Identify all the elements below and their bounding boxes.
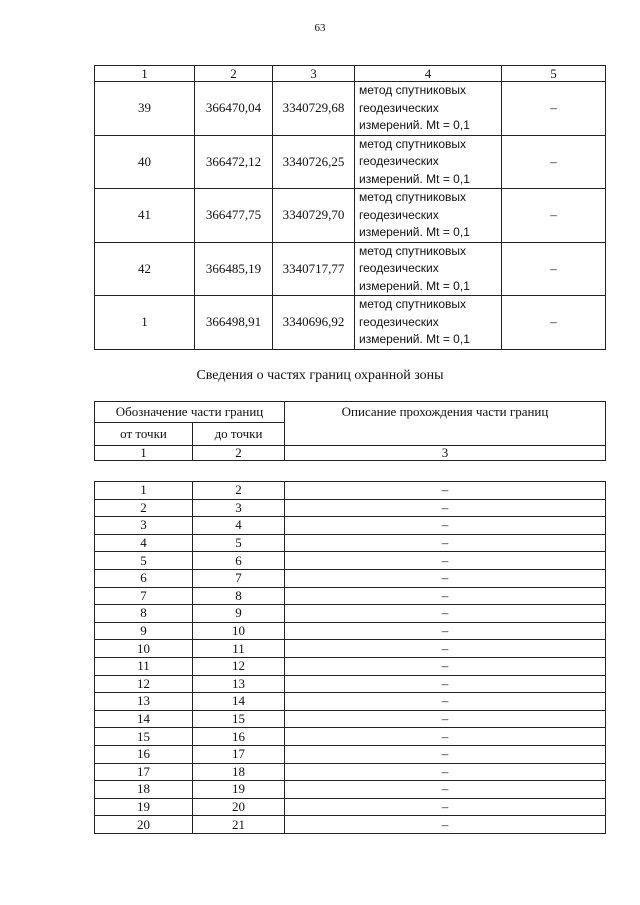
to-point-cell: 8	[193, 587, 285, 605]
description-cell: –	[285, 534, 606, 552]
y-coordinate-cell: 3340726,25	[273, 135, 355, 189]
method-cell	[355, 242, 502, 296]
page-number: 63	[314, 22, 326, 34]
parts-column-numbers-row	[95, 446, 606, 461]
method-cell	[355, 189, 502, 243]
description-cell: –	[285, 657, 606, 675]
table-row	[95, 693, 606, 711]
from-point-cell: 17	[95, 763, 193, 781]
parts-spacer-row	[95, 461, 606, 482]
column-number-4: 4	[355, 66, 502, 82]
x-coordinate-cell: 366498,91	[195, 296, 273, 350]
description-cell: –	[285, 482, 606, 500]
description-cell: –	[285, 816, 606, 834]
description-cell: –	[285, 622, 606, 640]
y-coordinate-cell: 3340717,77	[273, 242, 355, 296]
to-point-cell: 5	[193, 534, 285, 552]
description-cell: –	[285, 675, 606, 693]
table-row	[95, 798, 606, 816]
to-point-cell: 14	[193, 693, 285, 711]
description-cell: –	[285, 798, 606, 816]
table-row	[95, 552, 606, 570]
table-row	[95, 534, 606, 552]
column-number-3: 3	[285, 446, 606, 461]
description-cell: –	[285, 605, 606, 623]
parts-header-row	[95, 402, 606, 423]
description-cell: –	[285, 587, 606, 605]
description-cell: –	[285, 710, 606, 728]
header-boundary-part: Обозначение части границ	[95, 402, 285, 423]
from-point-cell: 4	[95, 534, 193, 552]
method-line: измерений. Mt = 0,1	[359, 278, 470, 293]
description-cell: –	[285, 728, 606, 746]
from-point-cell: 16	[95, 745, 193, 763]
from-point-cell: 1	[95, 482, 193, 500]
table-row	[95, 710, 606, 728]
coordinates-row	[95, 135, 606, 189]
to-point-cell: 3	[193, 499, 285, 517]
table-row	[95, 622, 606, 640]
method-cell	[355, 135, 502, 189]
x-coordinate-cell: 366485,19	[195, 242, 273, 296]
description-cell: –	[285, 781, 606, 799]
to-point-cell: 4	[193, 517, 285, 535]
table-row	[95, 605, 606, 623]
coordinates-row	[95, 82, 606, 136]
method-line: геодезических	[359, 261, 439, 275]
table-row	[95, 499, 606, 517]
description-cell: –	[285, 517, 606, 535]
from-point-cell: 19	[95, 798, 193, 816]
from-point-cell: 15	[95, 728, 193, 746]
from-point-cell: 18	[95, 781, 193, 799]
method-line: метод спутниковых	[359, 136, 467, 151]
to-point-cell: 18	[193, 763, 285, 781]
from-point-cell: 12	[95, 675, 193, 693]
note-cell: –	[502, 189, 606, 243]
from-point-cell: 5	[95, 552, 193, 570]
description-cell: –	[285, 552, 606, 570]
table-row	[95, 657, 606, 675]
method-line: геодезических	[359, 314, 439, 329]
column-number-5: 5	[502, 66, 606, 82]
to-point-cell: 12	[193, 657, 285, 675]
method-line: измерений. Mt = 0,1	[359, 332, 470, 346]
header-to-point: до точки	[193, 423, 285, 446]
column-number-2: 2	[195, 66, 273, 82]
to-point-cell: 2	[193, 482, 285, 500]
to-point-cell: 11	[193, 640, 285, 658]
table-row	[95, 763, 606, 781]
to-point-cell: 16	[193, 728, 285, 746]
method-line: измерений. Mt = 0,1	[359, 225, 470, 239]
header-from-point: от точки	[95, 423, 193, 446]
section-title: Сведения о частях границ охранной зоны	[196, 368, 444, 383]
method-line: метод спутниковых	[359, 297, 467, 311]
spacer-cell	[95, 461, 606, 482]
point-number-cell: 41	[95, 189, 195, 243]
description-cell: –	[285, 745, 606, 763]
to-point-cell: 19	[193, 781, 285, 799]
method-line: метод спутниковых	[359, 83, 467, 97]
x-coordinate-cell: 366472,12	[195, 135, 273, 189]
description-cell: –	[285, 569, 606, 587]
table-row	[95, 517, 606, 535]
from-point-cell: 3	[95, 517, 193, 535]
to-point-cell: 6	[193, 552, 285, 570]
table-row	[95, 482, 606, 500]
table-row	[95, 675, 606, 693]
to-point-cell: 21	[193, 816, 285, 834]
coordinates-row	[95, 189, 606, 243]
method-cell	[355, 296, 502, 350]
description-cell: –	[285, 640, 606, 658]
note-cell: –	[502, 82, 606, 136]
to-point-cell: 7	[193, 569, 285, 587]
column-number-1: 1	[95, 66, 195, 82]
from-point-cell: 6	[95, 569, 193, 587]
note-cell: –	[502, 296, 606, 350]
method-line: измерений. Mt = 0,1	[359, 118, 470, 132]
to-point-cell: 10	[193, 622, 285, 640]
from-point-cell: 14	[95, 710, 193, 728]
to-point-cell: 17	[193, 745, 285, 763]
note-cell: –	[502, 242, 606, 296]
method-line: геодезических	[359, 154, 439, 168]
table-row	[95, 781, 606, 799]
note-cell: –	[502, 135, 606, 189]
from-point-cell: 9	[95, 622, 193, 640]
coordinates-row	[95, 296, 606, 350]
method-line: метод спутниковых	[359, 190, 467, 204]
table-row	[95, 728, 606, 746]
table-row	[95, 745, 606, 763]
description-cell: –	[285, 763, 606, 781]
x-coordinate-cell: 366477,75	[195, 189, 273, 243]
from-point-cell: 10	[95, 640, 193, 658]
to-point-cell: 20	[193, 798, 285, 816]
to-point-cell: 9	[193, 605, 285, 623]
point-number-cell: 40	[95, 135, 195, 189]
description-cell: –	[285, 693, 606, 711]
column-number-2: 2	[193, 446, 285, 461]
point-number-cell: 1	[95, 296, 195, 350]
method-line: геодезических	[359, 100, 439, 115]
method-line: измерений. Mt = 0,1	[359, 171, 470, 186]
to-point-cell: 13	[193, 675, 285, 693]
y-coordinate-cell: 3340696,92	[273, 296, 355, 350]
x-coordinate-cell: 366470,04	[195, 82, 273, 136]
from-point-cell: 7	[95, 587, 193, 605]
point-number-cell: 42	[95, 242, 195, 296]
coordinates-table	[94, 65, 606, 350]
coordinates-row	[95, 242, 606, 296]
from-point-cell: 20	[95, 816, 193, 834]
from-point-cell: 13	[95, 693, 193, 711]
from-point-cell: 11	[95, 657, 193, 675]
from-point-cell: 8	[95, 605, 193, 623]
column-number-3: 3	[273, 66, 355, 82]
method-line: метод спутниковых	[359, 243, 467, 258]
table-row	[95, 640, 606, 658]
y-coordinate-cell: 3340729,70	[273, 189, 355, 243]
method-line: геодезических	[359, 207, 439, 222]
from-point-cell: 2	[95, 499, 193, 517]
boundary-parts-table	[94, 401, 606, 834]
column-number-1: 1	[95, 446, 193, 461]
table-row	[95, 569, 606, 587]
point-number-cell: 39	[95, 82, 195, 136]
method-cell	[355, 82, 502, 136]
header-description: Описание прохождения части границ	[285, 402, 606, 446]
coordinates-header-row	[95, 66, 606, 82]
table-row	[95, 587, 606, 605]
y-coordinate-cell: 3340729,68	[273, 82, 355, 136]
table-row	[95, 816, 606, 834]
to-point-cell: 15	[193, 710, 285, 728]
description-cell: –	[285, 499, 606, 517]
